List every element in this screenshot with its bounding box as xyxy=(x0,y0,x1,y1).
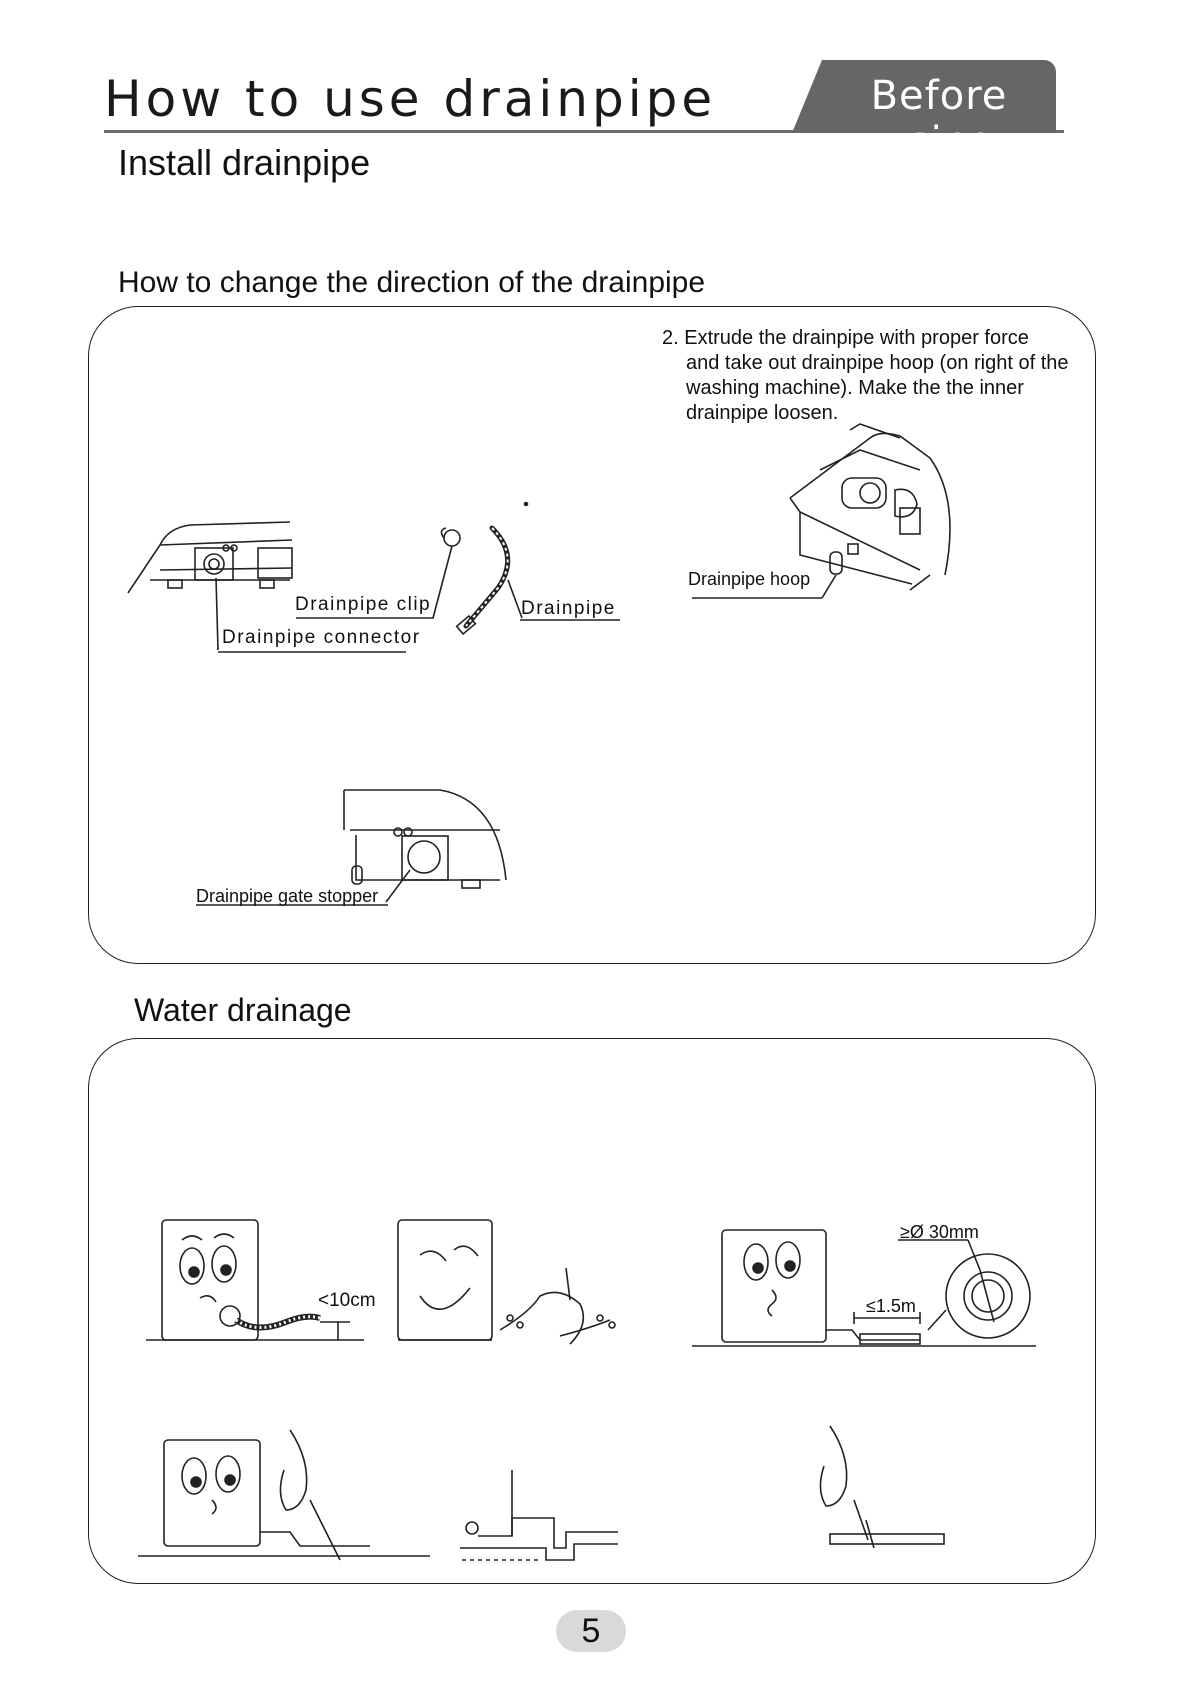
page-number: 5 xyxy=(581,1612,601,1650)
drainpipe-hoop-label: Drainpipe hoop xyxy=(688,569,811,589)
section-tab-label: Before using xyxy=(870,73,1008,165)
drainage-panel-6 xyxy=(820,1426,944,1548)
drainpipe-clip-label: Drainpipe clip xyxy=(295,594,432,615)
step-2-line: washing machine). Make the the inner xyxy=(686,377,1024,399)
step-2-line: drainpipe loosen. xyxy=(686,402,839,424)
height-limit-label: <10cm xyxy=(318,1290,376,1311)
drainage-panel-2 xyxy=(398,1220,615,1344)
step-2-line: 2. Extrude the drainpipe with proper force xyxy=(662,327,1029,349)
step-2-line: and take out drainpipe hoop (on right of the xyxy=(686,352,1069,374)
drainage-panel-1 xyxy=(146,1220,364,1340)
drainpipe-label: Drainpipe xyxy=(521,598,616,619)
diameter-label: ≥Ø 30mm xyxy=(900,1222,979,1242)
drainage-panel-4 xyxy=(138,1430,430,1560)
install-heading: Install drainpipe xyxy=(118,142,371,183)
drainage-panel-3 xyxy=(692,1230,1036,1346)
drainpipe-connector-label: Drainpipe connector xyxy=(222,627,421,648)
drainage-panel-5 xyxy=(460,1470,618,1560)
gate-stopper-label: Drainpipe gate stopper xyxy=(196,886,379,906)
change-direction-heading: How to change the direction of the drainpipe xyxy=(118,266,706,299)
page-title: How to use drainpipe xyxy=(104,70,717,128)
drainage-heading: Water drainage xyxy=(134,992,352,1028)
length-limit-label: ≤1.5m xyxy=(866,1296,916,1316)
